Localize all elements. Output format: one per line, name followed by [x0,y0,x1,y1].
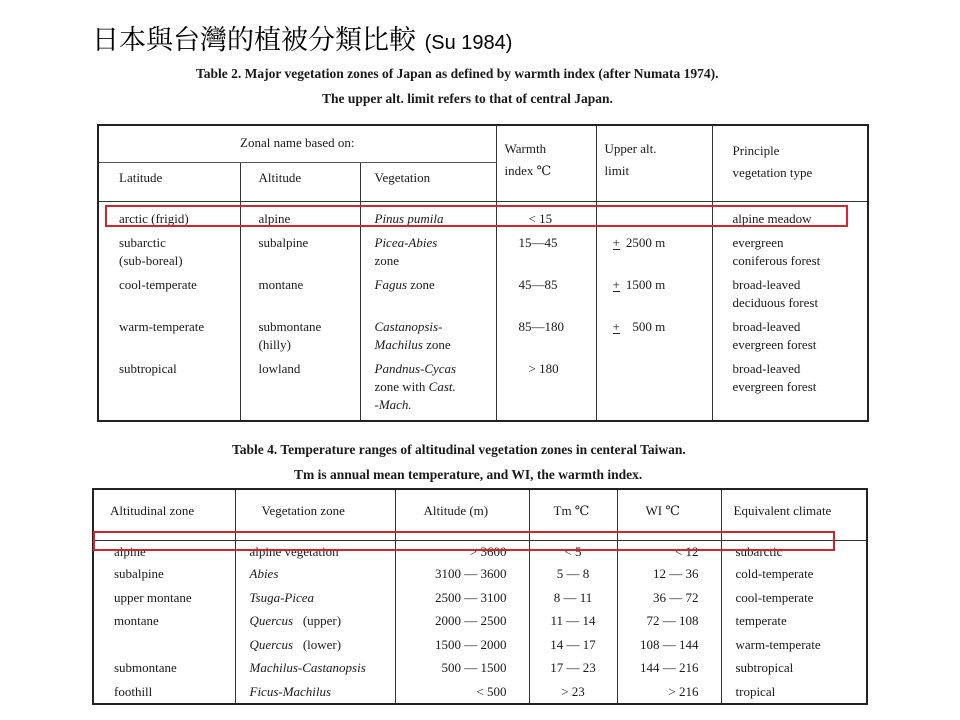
cell-altitude-l2: (hilly) [258,337,291,352]
cell-tm: 11 — 14 [529,609,617,632]
cell-vegetation-note: (lower) [302,636,342,652]
table-row [93,633,867,656]
cell-vegetation-abbrev-1: Cast. [428,379,456,394]
cell-type-l2: coniferous forest [732,253,821,268]
cell-tm: < 5 [529,541,617,563]
cell-zone: montane [93,609,235,632]
cell-wi: > 216 [617,680,721,705]
table-row [93,656,867,679]
cell-climate: cold-temperate [735,566,814,582]
cell-type-l2: evergreen forest [732,337,817,352]
table2-header-principle-l2: vegetation type [732,165,813,180]
table-row [93,680,867,705]
table2-caption-note: The upper alt. limit refers to that of central Japan. [322,91,613,106]
cell-altitude: 2000 — 2500 [395,609,529,632]
cell-vegetation-suffix: zone [422,337,451,352]
cell-climate: subarctic [735,544,783,559]
cell-wi: 12 — 36 [617,562,721,585]
cell-upper-alt-value: 500 m [632,319,666,334]
cell-vegetation [360,356,496,421]
cell-type-l2: evergreen forest [732,379,817,394]
table2-header-altitude: Altitude [240,163,360,202]
cell-wi: 144 — 216 [617,656,721,679]
cell-altitude: 500 — 1500 [395,656,529,679]
cell-zone: foothill [93,680,235,705]
table4-header-tm: Tm ℃ [529,489,617,541]
cell-latitude: arctic (frigid) [98,202,240,231]
cell-warmth-index: 85—180 [496,314,596,356]
cell-vegetation-suffix: zone [407,277,435,292]
cell-type-l1: evergreen [732,235,784,250]
cell-upper-alt [596,230,712,272]
cell-altitude: alpine [240,202,360,231]
cell-vegetation-zone: Ficus-Machilus [235,680,395,705]
table4-header-vegetation: Vegetation zone [235,489,395,541]
cell-climate: subtropical [735,660,794,676]
table2-header-zonal: Zonal name based on: [98,125,496,163]
table2-caption: Table 2. Major vegetation zones of Japan as defined by warmth index (after Numata 1974). [196,66,719,81]
table-row [93,562,867,585]
cell-warmth-index: < 15 [496,202,596,231]
plus-minus-sign: + [612,235,620,250]
highlight-box-alpine-row-japan [105,205,848,227]
cell-tm: > 23 [529,680,617,705]
cell-altitude: lowland [240,356,360,421]
cell-vegetation-zone: Tsuga-Picea [235,586,395,609]
slide-title [92,18,512,57]
table4-header-zone: Altitudinal zone [93,489,235,541]
cell-vegetation-zone: alpine vegetation [235,541,395,563]
table2-header-warmth-l1: Warmth [504,141,547,156]
cell-vegetation-type [712,230,868,272]
cell-type-l1: broad-leaved [732,319,801,334]
cell-warmth-index: 45—85 [496,272,596,314]
cell-type-l1: broad-leaved [732,361,801,376]
table2-japan-vegetation-zones [97,124,869,422]
cell-zone: upper montane [93,586,235,609]
table-row [98,314,868,356]
cell-climate: temperate [735,613,787,629]
cell-vegetation-type: alpine meadow [732,211,812,226]
cell-tm: 5 — 8 [529,562,617,585]
cell-vegetation [360,230,496,272]
table2-header-upper-alt [596,125,712,202]
cell-latitude: cool-temperate [98,272,240,314]
cell-zone [93,633,235,656]
cell-altitude: > 3600 [395,541,529,563]
cell-altitude: < 500 [395,680,529,705]
table2-header-upper-l1: Upper alt. [604,141,657,156]
cell-altitude: 1500 — 2000 [395,633,529,656]
cell-climate: tropical [735,683,776,699]
cell-vegetation-type [712,356,868,421]
cell-wi: 108 — 144 [617,633,721,656]
highlight-box-alpine-row-taiwan [93,531,835,551]
table4-caption-note: Tm is annual mean temperature, and WI, the warmth index. [294,467,643,482]
cell-latitude [98,230,240,272]
table2-header-principle [712,125,868,202]
cell-warmth-index: > 180 [496,356,596,421]
cell-vegetation-suffix: zone with [374,379,429,394]
cell-vegetation-note: (upper) [302,613,342,629]
table2-header-upper-l2: limit [604,163,630,178]
table-row [93,586,867,609]
cell-vegetation [360,272,496,314]
cell-upper-alt [596,356,712,421]
plus-minus-sign: + [612,319,620,334]
cell-vegetation-suffix: zone [374,253,400,268]
cell-vegetation-taxon: Picea-Abies [374,235,438,250]
cell-zone: alpine [93,541,235,563]
cell-vegetation: Pinus pumila [360,202,496,231]
table2-header-warmth [496,125,596,202]
cell-upper-alt-value: 1500 m [625,277,666,292]
cell-tm: 8 — 11 [529,586,617,609]
cell-latitude: warm-temperate [98,314,240,356]
cell-vegetation-taxon: Fagus [374,277,407,292]
cell-altitude: montane [240,272,360,314]
cell-altitude [240,314,360,356]
cell-upper-alt [596,314,712,356]
cell-vegetation-taxon-2: Machilus [374,337,423,352]
cell-altitude: 2500 — 3100 [395,586,529,609]
cell-vegetation-taxon: Quercus [249,613,294,629]
cell-upper-alt [596,272,712,314]
cell-wi: 36 — 72 [617,586,721,609]
cell-climate: cool-temperate [735,589,814,605]
cell-vegetation-taxon: Quercus [249,636,294,652]
plus-minus-sign: + [612,277,620,292]
cell-latitude-l2: (sub-boreal) [119,253,183,268]
cell-altitude: subalpine [240,230,360,272]
cell-vegetation-taxon: Castanopsis- [374,319,443,334]
cell-wi: < 12 [617,541,721,563]
cell-vegetation-abbrev-2: -Mach. [374,397,412,412]
table-row [98,230,868,272]
cell-latitude: subtropical [98,356,240,421]
cell-type-l1: broad-leaved [732,277,801,292]
cell-wi: 72 — 108 [617,609,721,632]
cell-zone: subalpine [93,562,235,585]
cell-type-l2: deciduous forest [732,295,819,310]
table4-header-altitude: Altitude (m) [395,489,529,541]
cell-vegetation [360,314,496,356]
cell-upper-alt-value: 2500 m [625,235,666,250]
cell-altitude: 3100 — 3600 [395,562,529,585]
cell-tm: 17 — 23 [529,656,617,679]
cell-vegetation-zone [235,633,395,656]
cell-zone: submontane [93,656,235,679]
cell-warmth-index: 15—45 [496,230,596,272]
table4-caption: Table 4. Temperature ranges of altitudinal vegetation zones in centeral Taiwan. [232,442,686,457]
table4-taiwan-altitudinal-zones [92,488,868,705]
cell-vegetation-zone: Machilus-Castanopsis [235,656,395,679]
cell-vegetation-type [712,272,868,314]
cell-tm: 14 — 17 [529,633,617,656]
table2-header-row-top [98,125,868,163]
table2-header-latitude: Latitude [98,163,240,202]
table2-header-vegetation: Vegetation [360,163,496,202]
table2-header-principle-l1: Principle [732,143,780,158]
cell-vegetation-taxon: Pandnus-Cycas [374,361,457,376]
table4-header-wi: WI ℃ [617,489,721,541]
table-row [98,272,868,314]
table2-header-warmth-l2: index ℃ [504,163,552,178]
cell-vegetation-type [712,314,868,356]
cell-climate: warm-temperate [735,636,821,652]
cell-vegetation-zone: Abies [235,562,395,585]
table4-header-climate: Equivalent climate [721,489,867,541]
slide-citation: (Su 1984) [424,32,513,54]
cell-latitude-l1: subarctic [119,235,166,250]
cell-altitude-l1: submontane [258,319,322,334]
table-row [98,356,868,421]
slide-title-text: 日本與台灣的植被分類比較 [92,25,416,56]
table-row [93,609,867,632]
cell-vegetation-zone [235,609,395,632]
